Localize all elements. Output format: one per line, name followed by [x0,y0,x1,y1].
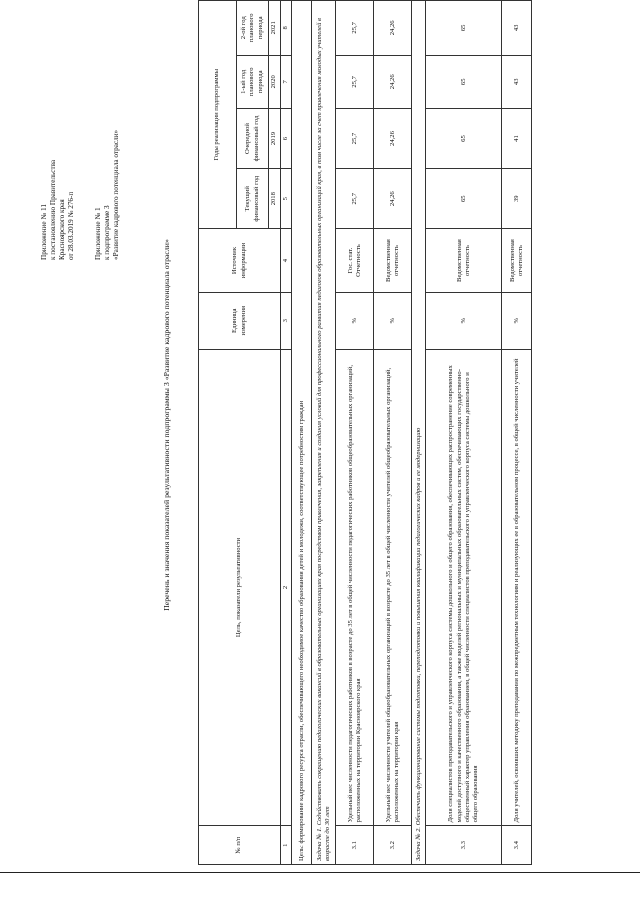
index-cell: 8 [281,1,292,56]
appendix-header [40,130,121,260]
row-value-2020: 24,26 [374,55,412,108]
header-year-plan1: 1-ый год планового периода [237,55,269,108]
index-cell: 4 [281,229,292,293]
page-edge-line [0,872,640,873]
index-cell: 1 [281,826,292,865]
row-value-2020: 25,7 [336,55,374,108]
index-cell: 6 [281,108,292,168]
table-row [336,1,374,865]
row-name: Удельный вес численности учителей общеобразовательных организаций в возрасте до 35 лет в общей численности учителей общеобразовательных организаций, расположенных на территории края [374,349,412,826]
row-source: Ведомственная отчетность [502,229,532,293]
row-source: Гос. стат. Отчетность [336,229,374,293]
row-name: Доля специалистов преподавательского и управленческого корпуса системы дошкольного и общего образования, обеспечивающих распространение современных моделей доступного и качественного образования, а также моделей региональных и муниципальных образовательных систем, обеспечивающих государственно-общественный характер управления образованием, в общей численности специалистов преподавательского и управленческого корпуса системы дошкольного и общего образования [426,349,502,826]
header-year-current: Текущий финансовый год [237,169,269,229]
header-year-plan2: 2-ой год планового периода [237,1,269,56]
row-num: 3.3 [426,826,502,865]
index-cell: 3 [281,292,292,349]
header-year-2018: 2018 [269,169,281,229]
row-value-2019: 25,7 [336,108,374,168]
header-line-7: «Развитие кадрового потенциала отрасли» [112,129,120,260]
header-year-2019: 2019 [269,108,281,168]
table-row [426,1,502,865]
row-num: 3.4 [502,826,532,865]
task-2-row: Задача № 2. Обеспечить функционирование системы подготовки, переподготовки и повышения квалификации педагогических кадров и ее модернизацию [412,1,426,865]
row-value-2021: 43 [502,1,532,56]
header-unit: Единица измерения [199,292,281,349]
header-line-4: от 28.03.2019 № 276-п [67,191,75,260]
row-value-2021: 24,26 [374,1,412,56]
row-unit: % [336,292,374,349]
header-line-1: Приложение № 11 [40,204,48,260]
table-row [502,1,532,865]
row-value-2018: 25,7 [336,169,374,229]
index-cell: 5 [281,169,292,229]
header-years: Годы реализации подпрограммы [199,1,237,229]
header-line-5: Приложение № 1 [94,207,102,260]
row-value-2018: 65 [426,169,502,229]
header-year-2021: 2021 [269,1,281,56]
row-value-2018: 39 [502,169,532,229]
header-line-6: к подпрограмме 3 [103,205,111,260]
indicators-table [198,0,532,865]
row-num: 3.1 [336,826,374,865]
row-source: Ведомственная отчетность [426,229,502,293]
header-line-3: Красноярского края [58,199,66,260]
row-value-2021: 65 [426,1,502,56]
row-value-2019: 41 [502,108,532,168]
header-name: Цель, показатели результативности [199,349,281,826]
row-value-2021: 25,7 [336,1,374,56]
index-cell: 2 [281,349,292,826]
table-row [374,1,412,865]
goal-row: Цель: формирование кадрового ресурса отрасли, обеспечивающего необходимое качество образования детей и молодежи, соответствующее потребностям граждан [292,1,312,865]
row-source: Ведомственная отчетность [374,229,412,293]
row-value-2019: 24,26 [374,108,412,168]
row-value-2020: 43 [502,55,532,108]
index-cell: 7 [281,55,292,108]
header-source: Источник информации [199,229,281,293]
row-name: Удельный вес численности педагогических работников в возрасте до 35 лет в общей численности педагогических работников общеобразовательных организаций, расположенных на территории Красноярского края [336,349,374,826]
row-unit: % [426,292,502,349]
header-year-next: Очередной финансовый год [237,108,269,168]
row-unit: % [502,292,532,349]
row-value-2019: 65 [426,108,502,168]
row-unit: % [374,292,412,349]
header-line-2: к постановлению Правительства [49,159,57,260]
header-year-2020: 2020 [269,55,281,108]
row-value-2018: 24,26 [374,169,412,229]
task-1-row: Задача № 1. Содействовать сокращению педагогических вакансий в образовательных организациях края посредством привлечения, закрепления и создания условий для профессионального развития педагогов образовательных организаций края, в том числе за счет привлечения молодых учителей в возрасте до 30 лет [312,1,336,865]
page-title: Перечень и значения показателей результативности подпрограммы 3 «Развитие кадрового потенциала отрасли» [162,239,171,611]
row-num: 3.2 [374,826,412,865]
row-name: Доля учителей, освоивших методику преподавания по межпредметным технологиям и реализующих ее в образовательном процессе, в общей численности учителей [502,349,532,826]
row-value-2020: 65 [426,55,502,108]
header-num: № п/п [199,826,281,865]
